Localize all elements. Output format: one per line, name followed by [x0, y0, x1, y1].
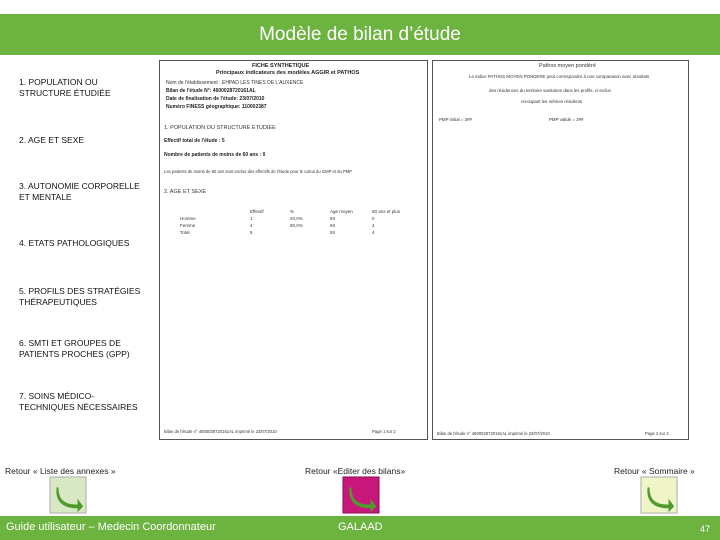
table-header: Effectif: [250, 209, 264, 214]
menu-item-line: 4. ETATS PATHOLOGIQUES: [19, 238, 130, 248]
doc-section-title: 2. AGE ET SEXE: [164, 189, 207, 195]
doc-info-line: Numéro FINESS géographique: 110002387: [166, 104, 267, 110]
doc-info-line: Nom de l'établissement : EHPAD LES TINES DE L'AUXENCE: [166, 80, 304, 86]
table-cell: Femme: [180, 223, 196, 228]
doc-info-line: Date de finalisation de l'étude: 23/07/2010: [166, 96, 265, 102]
table-cell: 93: [330, 216, 336, 221]
table-cell: Total: [180, 230, 190, 235]
table-cell: 4: [250, 223, 253, 228]
table-cell: 0: [372, 216, 375, 221]
table-cell: Homme: [180, 216, 196, 221]
menu-item-line: 1. POPULATION OU: [19, 77, 98, 87]
table-header: Age moyen: [330, 209, 353, 214]
table-row: [180, 230, 410, 237]
doc-section-title: 1. POPULATION OU STRUCTURE ETUDIEE: [164, 125, 276, 131]
menu-item-smti-gpp[interactable]: [19, 338, 130, 360]
table-cell: 4: [372, 223, 375, 228]
document-page-1: [159, 60, 428, 440]
menu-item-line: THÉRAPEUTIQUES: [19, 297, 97, 307]
menu-item-line: 3. AUTONOMIE CORPORELLE: [19, 181, 140, 191]
menu-item-profils-strategies[interactable]: [19, 286, 140, 308]
menu-item-population[interactable]: [19, 77, 111, 99]
doc-footer-left: Bilan de l'étude n° 4600028720161AL imprimé le 23/07/2010: [437, 431, 550, 436]
table-cell: 80,0%: [290, 223, 303, 228]
table-row: [180, 216, 410, 223]
doc-line: Le indice PATHOS MOYEN PONDERE peut correspondre à une comparaison avec résultats: [469, 74, 650, 79]
table-cell: 20,0%: [290, 216, 303, 221]
doc-footer-right: Page 2 sur 2: [645, 431, 669, 436]
menu-item-autonomie[interactable]: [19, 181, 140, 203]
menu-item-line: ET MENTALE: [19, 192, 72, 202]
pmp-valide: PMP validé = 3##: [549, 117, 584, 122]
doc-subheader: Principaux indicateurs des modèles AGGIR et PATHOS: [216, 70, 360, 76]
doc-footer-right: Page 1 sur 2: [372, 429, 396, 434]
menu-item-line: 7. SOINS MÉDICO-: [19, 391, 95, 401]
table-cell: 4: [372, 230, 375, 235]
table-cell: [290, 230, 330, 237]
doc-info-line: Bilan de l'étude N°: 4600028720161AL: [166, 88, 256, 94]
return-annexes-link[interactable]: Retour « Liste des annexes »: [5, 466, 116, 476]
page-title: Modèle de bilan d’étude: [0, 14, 720, 55]
doc-header: Pathos moyen pondéré: [539, 63, 596, 69]
footer-bar: [0, 516, 720, 540]
doc-effectif: Effectif total de l'étude : 5: [164, 138, 225, 144]
menu-item-line: TECHNIQUES NÉCESSAIRES: [19, 402, 138, 412]
table-header: [180, 209, 250, 216]
back-arrow-icon[interactable]: [640, 476, 678, 514]
menu-item-age-sexe[interactable]: [19, 135, 84, 146]
menu-item-line: 6. SMTI ET GROUPES DE: [19, 338, 121, 348]
return-bilans-link[interactable]: Retour «Editer des bilans»: [305, 466, 406, 476]
footer-guide-title: Guide utilisateur – Medecin Coordonnateur: [6, 521, 216, 533]
document-page-2: [432, 60, 689, 440]
pmp-initial: PMP initial = 3##: [439, 117, 472, 122]
table-header: 60 ans et plus: [372, 209, 401, 214]
table-cell: 1: [250, 216, 253, 221]
menu-item-line: STRUCTURE ÉTUDIÉE: [19, 88, 111, 98]
page-number: 47: [700, 524, 711, 534]
doc-line: recoupant les mêmes résidents: [521, 99, 583, 104]
menu-item-etats-pathologiques[interactable]: [19, 238, 129, 249]
doc-note: Les patients de moins de 60 ans sont exclus des effectifs de l'étude pour le calcul du GMP et du PMP: [164, 169, 353, 174]
back-arrow-icon[interactable]: [342, 476, 380, 514]
doc-line: des résidences du territoire sanitaires dans les profils, ci-inclus: [489, 88, 611, 93]
menu-item-line: 2. AGE ET SEXE: [19, 135, 85, 145]
menu-item-line: 5. PROFILS DES STRATÉGIES: [19, 286, 141, 296]
footer-galaad: GALAAD: [338, 521, 383, 533]
doc-moins-60: Nombre de patients de moins de 60 ans : 0: [164, 152, 266, 158]
doc-footer-left: Bilan de l'étude n° 4600028720161AL imprimé le 23/07/2010: [164, 429, 277, 434]
age-sexe-table: [180, 209, 410, 237]
table-cell: 93: [330, 230, 336, 235]
menu-item-line: PATIENTS PROCHES (GPP): [19, 349, 130, 359]
table-cell: 5: [250, 230, 253, 235]
table-header: %: [290, 209, 295, 214]
return-sommaire-link[interactable]: Retour « Sommaire »: [614, 466, 695, 476]
menu-item-soins-medico[interactable]: [19, 391, 138, 413]
table-header-row: [180, 209, 410, 216]
doc-header: FICHE SYNTHETIQUE: [252, 63, 310, 69]
table-row: [180, 223, 410, 230]
back-arrow-icon[interactable]: [49, 476, 87, 514]
table-cell: 93: [330, 223, 336, 228]
